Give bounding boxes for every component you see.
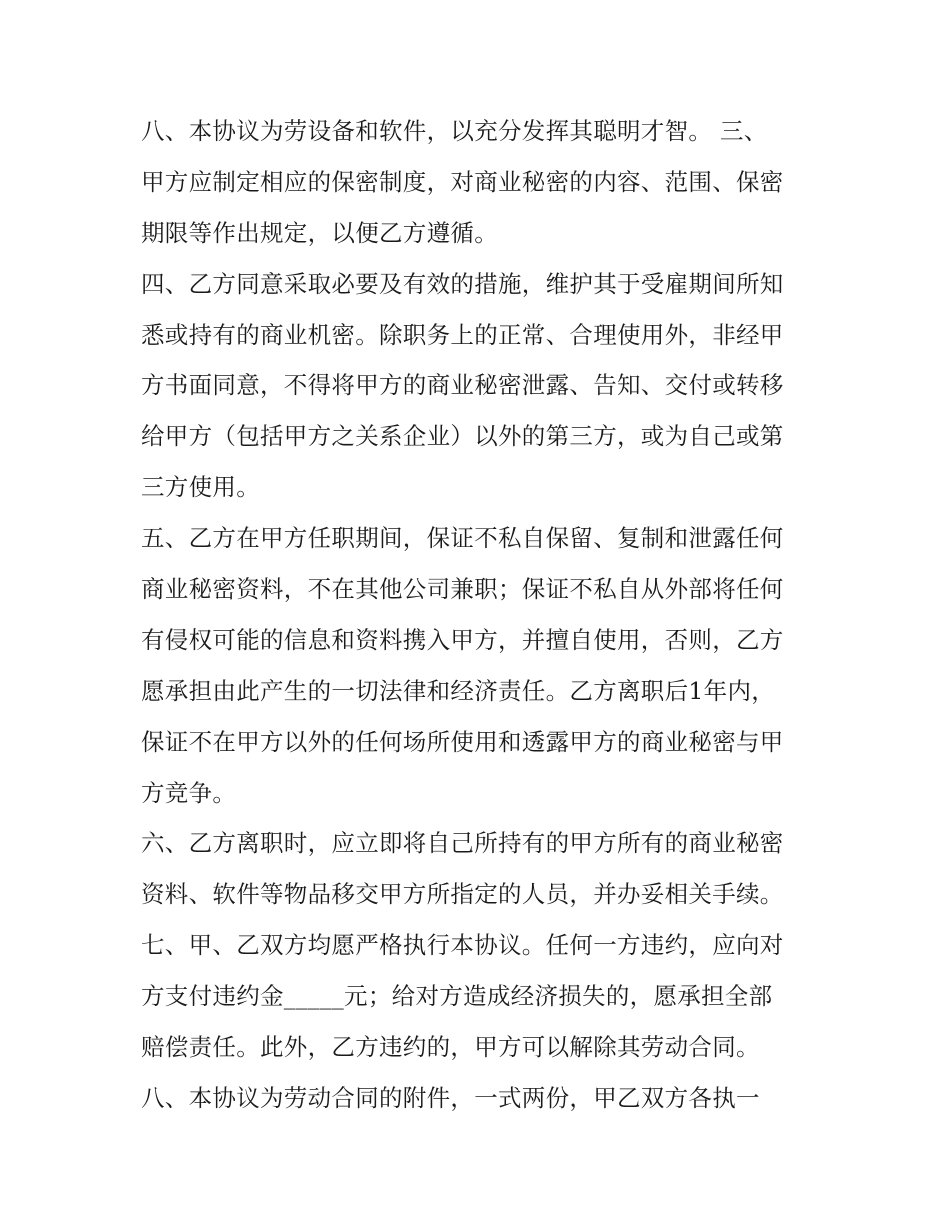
text-line: 五、乙方在甲方任职期间，保证不私自保留、复制和泄露任何 [141,524,784,553]
text-line: 赔偿责任。此外，乙方违约的，甲方可以解除其劳动合同。 [141,1033,760,1062]
text-line: 七、甲、乙双方均愿严格执行本协议。任何一方违约，应向对 [141,931,784,960]
text-line: 给甲方（包括甲方之关系企业）以外的第三方，或为自己或第 [141,422,784,451]
document-body [141,106,821,1124]
text-line: 期限等作出规定，以便乙方遵循。 [141,218,498,247]
text-line: 八、本协议为劳动合同的附件，一式两份，甲乙双方各执一 [141,1083,760,1112]
text-line: 愿承担由此产生的一切法律和经济责任。乙方离职后1年内， [141,676,776,705]
text-line: 六、乙方离职时，应立即将自己所持有的甲方所有的商业秘密 [141,829,784,858]
text-line: 保证不在甲方以外的任何场所使用和透露甲方的商业秘密与甲 [141,727,784,756]
text-line: 方竞争。 [141,778,237,807]
text-line: 方支付违约金_____元；给对方造成经济损失的，愿承担全部 [141,982,773,1011]
text-line: 有侵权可能的信息和资料携入甲方，并擅自使用，否则，乙方 [141,625,784,654]
text-line: 悉或持有的商业机密。除职务上的正常、合理使用外，非经甲 [141,320,784,349]
text-line: 八、本协议为劳设备和软件，以充分发挥其聪明才智。 三、 [141,117,768,145]
text-line: 四、乙方同意采取必要及有效的措施，维护其于受雇期间所知 [141,269,784,298]
text-line: 方书面同意，不得将甲方的商业秘密泄露、告知、交付或转移 [141,371,784,400]
text-line: 资料、软件等物品移交甲方所指定的人员，并办妥相关手续。 [141,880,784,909]
text-line: 三方使用。 [141,473,260,502]
text-line: 商业秘密资料，不在其他公司兼职；保证不私自从外部将任何 [141,575,784,604]
text-line: 甲方应制定相应的保密制度，对商业秘密的内容、范围、保密 [141,167,784,196]
